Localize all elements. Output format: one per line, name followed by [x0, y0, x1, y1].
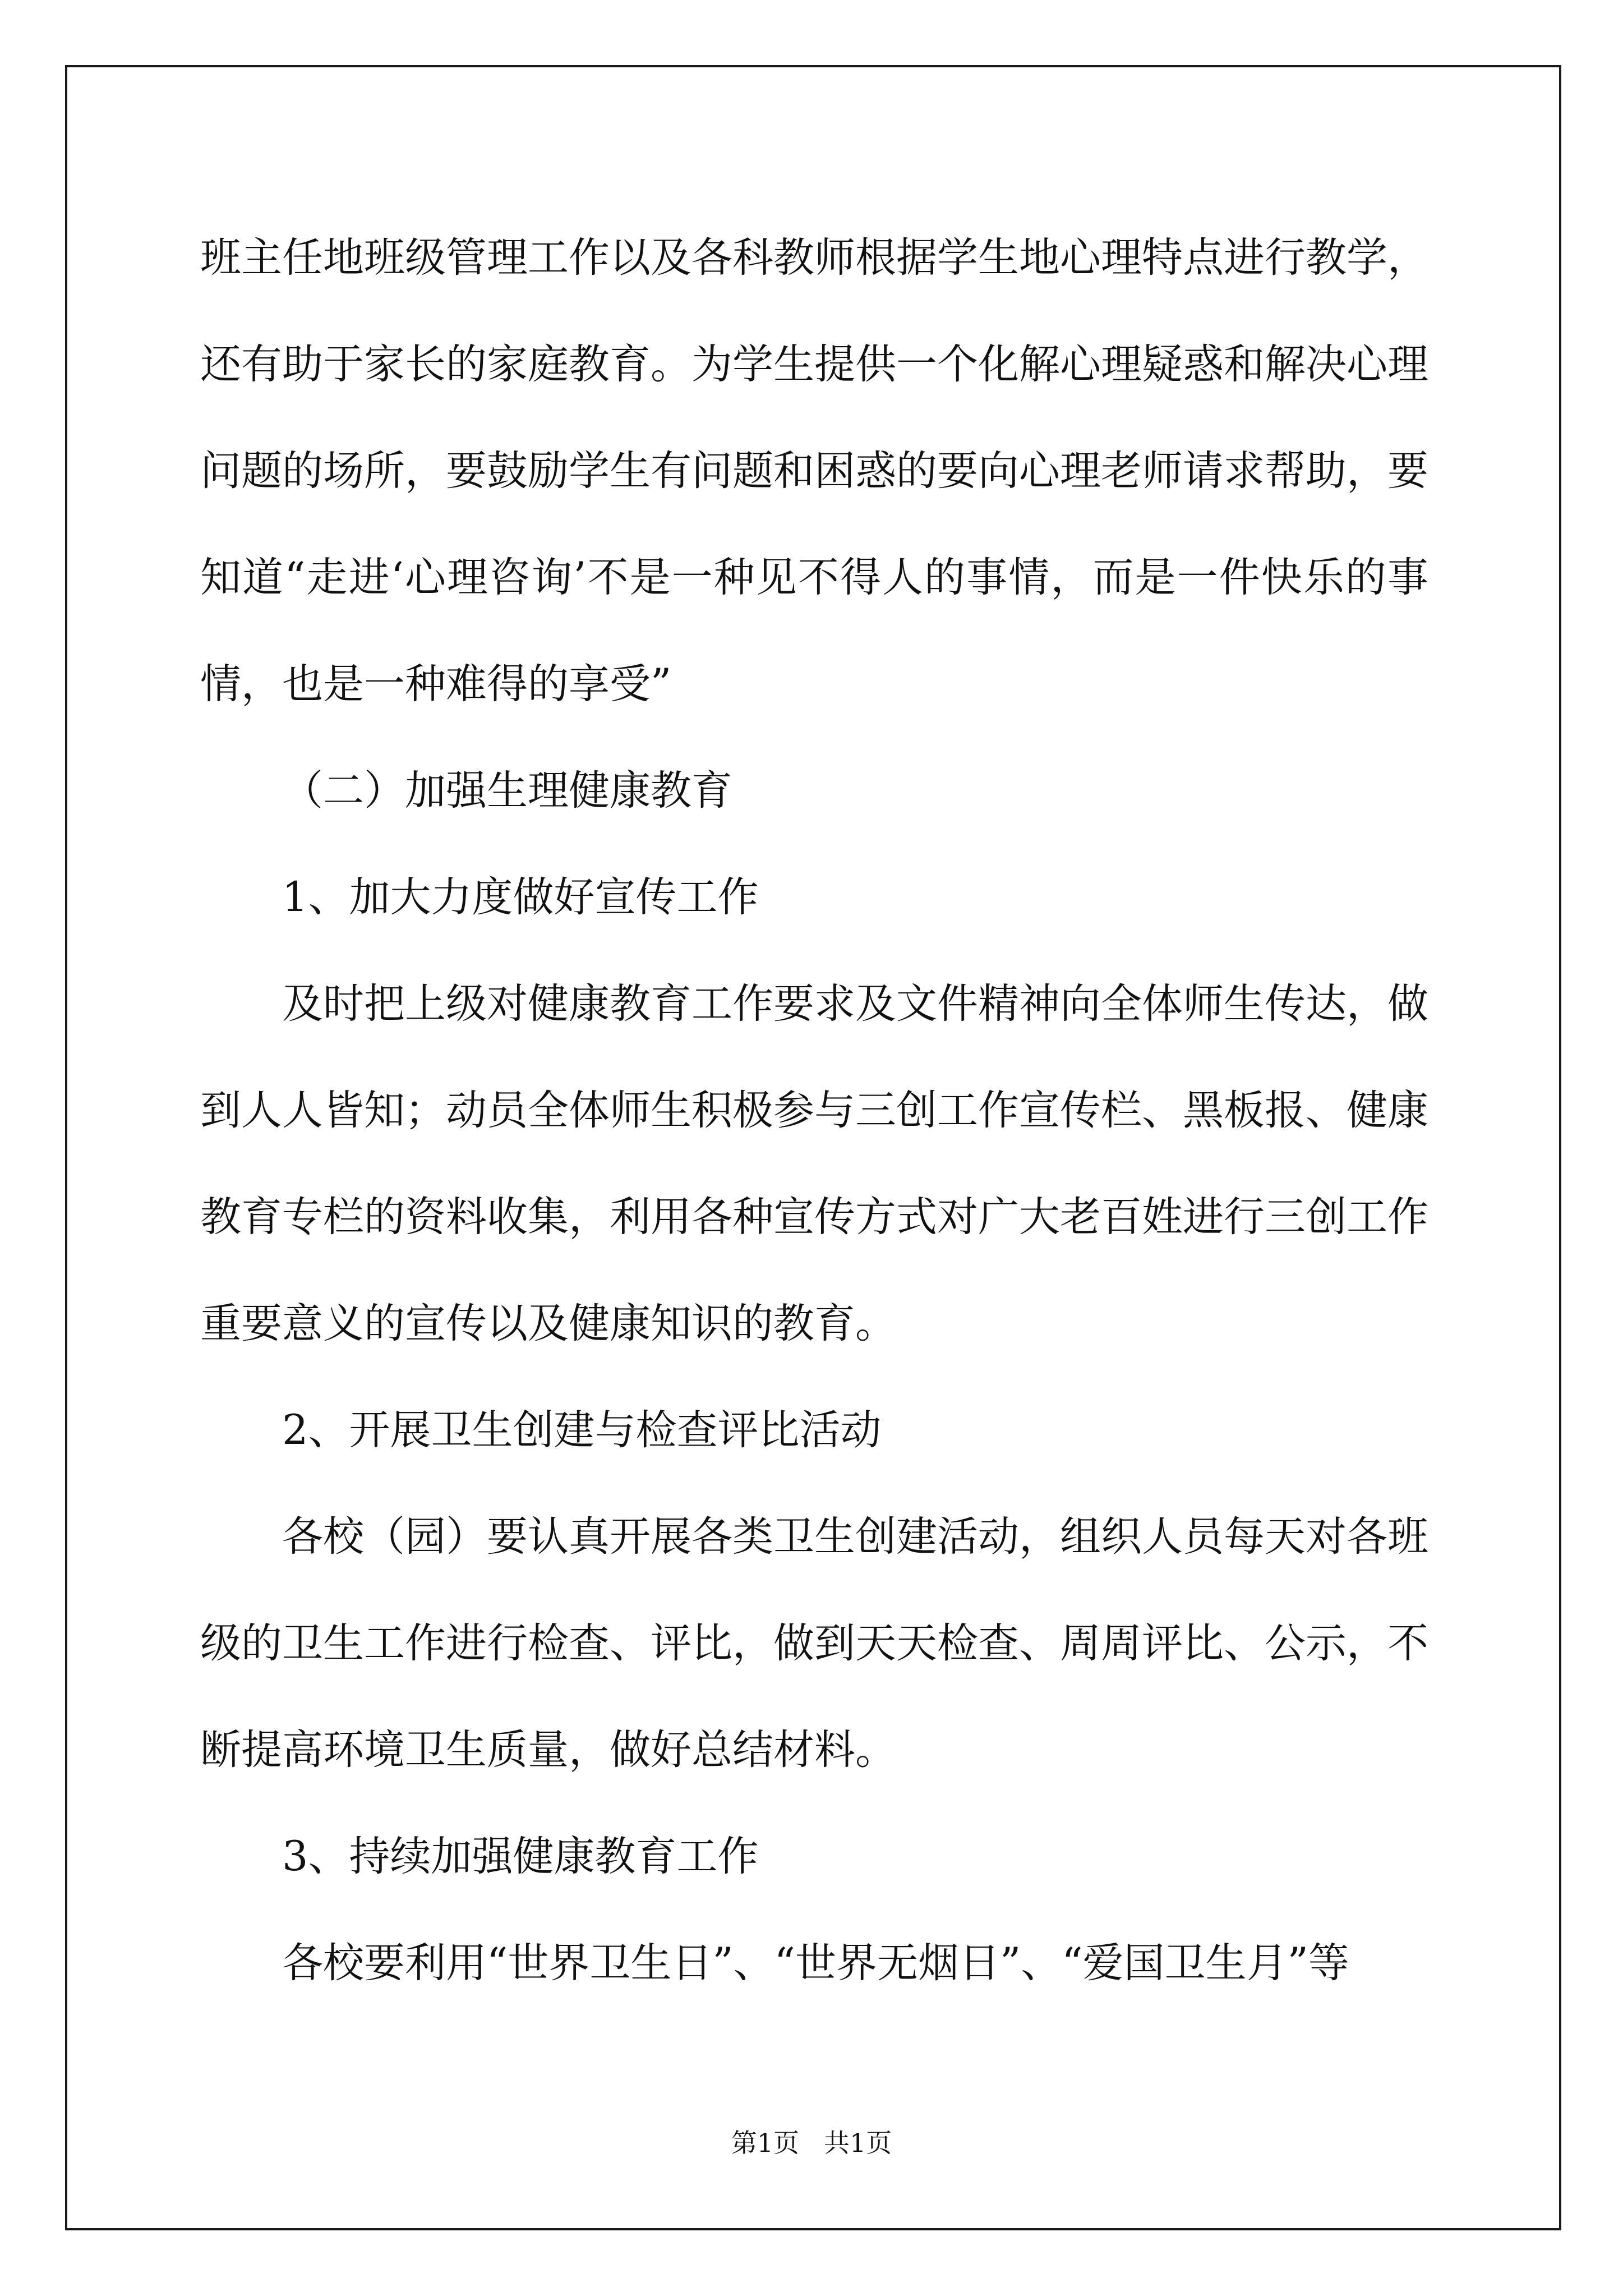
paragraph-health-days: 各校要利用“世界卫生日”、“世界无烟日”、“爱国卫生月”等	[282, 1939, 1349, 1987]
paragraph-publicity: 及时把上级对健康教育工作要求及文件精神向全体师生传达，做到人人皆知；动员全体师生积极参与三创工作宣传栏、黑板报、健康教育专栏的资料收集，利用各种宣传方式对广大老百姓进行三创工作重要意义的宣传以及健康知识的教育。	[200, 980, 1428, 1347]
subsection-heading-1: 1、加大力度做好宣传工作	[282, 873, 759, 921]
paragraph-inspection: 各校（园）要认真开展各类卫生创建活动，组织人员每天对各班级的卫生工作进行检查、评比，做到天天检查、周周评比、公示，不断提高环境卫生质量，做好总结材料。	[200, 1513, 1428, 1774]
document-body	[200, 205, 1428, 2017]
subsection-heading-3: 3、持续加强健康教育工作	[282, 1833, 759, 1880]
subsection-heading-2: 2、开展卫生创建与检查评比活动	[282, 1406, 882, 1454]
page-footer	[0, 2126, 1623, 2160]
section-heading: （二）加强生理健康教育	[282, 767, 732, 815]
page-number: 第1页	[731, 2128, 800, 2158]
paragraph-continuation: 班主任地班级管理工作以及各科教师根据学生地心理特点进行教学，还有助于家长的家庭教育。为学生提供一个化解心理疑惑和解决心理问题的场所，要鼓励学生有问题和困惑的要向心理老师请求帮助，要知道“走进‘心理咨询’不是一种见不得人的事情，而是一件快乐的事情，也是一种难得的享受”	[200, 234, 1428, 708]
page-total: 共1页	[823, 2128, 892, 2158]
